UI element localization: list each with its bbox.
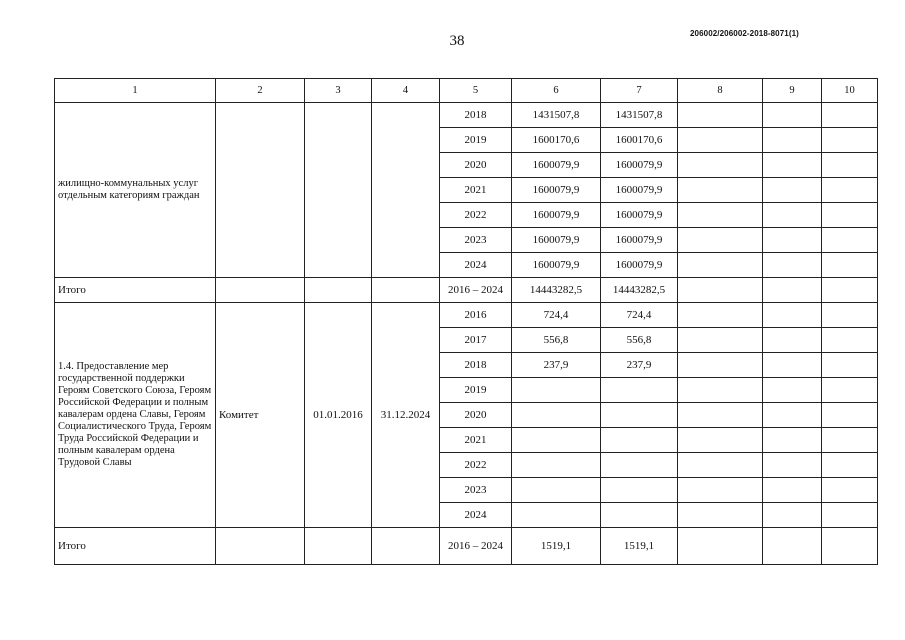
amount-cell [512, 428, 601, 453]
amount-cell [601, 378, 678, 403]
empty-cell [822, 253, 878, 278]
measure-description: 1.4. Предоставление мер государственной поддержки Героям Советского Союза, Героям Российской Федерации и полным кавалерам ордена Славы, Героям Социалистического Труда, Героям Труда Российской Федерации и полным кавалерам ордена Трудовой Славы [55, 303, 216, 528]
empty-cell [822, 378, 878, 403]
column-header: 8 [678, 79, 763, 103]
year-cell: 2023 [440, 228, 512, 253]
empty-cell [305, 528, 372, 565]
empty-cell [216, 528, 305, 565]
amount-cell [512, 378, 601, 403]
column-header: 4 [372, 79, 440, 103]
page-number: 38 [449, 33, 465, 49]
table-row [55, 103, 878, 128]
total-label: Итого [55, 278, 216, 303]
empty-cell [678, 403, 763, 428]
amount-cell: 1600079,9 [601, 253, 678, 278]
year-cell: 2020 [440, 153, 512, 178]
empty-cell [822, 478, 878, 503]
empty-cell [216, 278, 305, 303]
column-header: 5 [440, 79, 512, 103]
empty-cell [305, 278, 372, 303]
empty-cell [678, 128, 763, 153]
amount-cell: 1600170,6 [601, 128, 678, 153]
empty-cell [678, 428, 763, 453]
amount-cell [512, 453, 601, 478]
amount-cell: 1431507,8 [601, 103, 678, 128]
amount-cell: 1600079,9 [512, 228, 601, 253]
empty-cell [678, 228, 763, 253]
amount-cell [512, 478, 601, 503]
empty-cell [678, 103, 763, 128]
empty-cell [678, 278, 763, 303]
total-label: Итого [55, 528, 216, 565]
empty-cell [372, 528, 440, 565]
amount-cell: 1600170,6 [512, 128, 601, 153]
amount-cell [601, 428, 678, 453]
column-header: 10 [822, 79, 878, 103]
year-cell: 2021 [440, 178, 512, 203]
start-date-cell: 01.01.2016 [305, 303, 372, 528]
empty-cell [763, 503, 822, 528]
empty-cell [763, 378, 822, 403]
empty-cell [822, 503, 878, 528]
empty-cell [822, 528, 878, 565]
total-period: 2016 – 2024 [440, 528, 512, 565]
amount-cell: 1600079,9 [512, 178, 601, 203]
year-cell: 2019 [440, 128, 512, 153]
empty-cell [763, 303, 822, 328]
amount-cell [601, 453, 678, 478]
year-cell: 2022 [440, 203, 512, 228]
empty-cell [822, 128, 878, 153]
empty-cell [763, 353, 822, 378]
empty-cell [678, 328, 763, 353]
total-row [55, 278, 878, 303]
total-amount: 14443282,5 [512, 278, 601, 303]
empty-cell [822, 203, 878, 228]
column-header: 6 [512, 79, 601, 103]
end-date-cell: 31.12.2024 [372, 303, 440, 528]
empty-cell [372, 278, 440, 303]
amount-cell: 1600079,9 [601, 178, 678, 203]
year-cell: 2017 [440, 328, 512, 353]
column-header: 9 [763, 79, 822, 103]
year-cell: 2019 [440, 378, 512, 403]
empty-cell [822, 428, 878, 453]
empty-cell [763, 428, 822, 453]
amount-cell: 1600079,9 [512, 153, 601, 178]
start-date-cell [305, 103, 372, 278]
column-header: 3 [305, 79, 372, 103]
empty-cell [822, 303, 878, 328]
empty-cell [763, 153, 822, 178]
empty-cell [763, 178, 822, 203]
empty-cell [822, 178, 878, 203]
year-cell: 2018 [440, 353, 512, 378]
year-cell: 2018 [440, 103, 512, 128]
empty-cell [822, 228, 878, 253]
empty-cell [822, 103, 878, 128]
amount-cell [601, 403, 678, 428]
empty-cell [822, 453, 878, 478]
amount-cell [601, 478, 678, 503]
empty-cell [678, 478, 763, 503]
year-cell: 2022 [440, 453, 512, 478]
measure-description: жилищно-коммунальных услуг отдельным категориям граждан [55, 103, 216, 278]
amount-cell: 724,4 [601, 303, 678, 328]
empty-cell [678, 253, 763, 278]
empty-cell [763, 453, 822, 478]
empty-cell [763, 253, 822, 278]
document-code: 206002/206002-2018-8071(1) [690, 29, 799, 38]
amount-cell: 1600079,9 [601, 203, 678, 228]
empty-cell [678, 378, 763, 403]
empty-cell [763, 203, 822, 228]
empty-cell [822, 353, 878, 378]
column-number-row [55, 79, 878, 103]
empty-cell [822, 403, 878, 428]
column-header: 1 [55, 79, 216, 103]
empty-cell [678, 153, 763, 178]
amount-cell [512, 503, 601, 528]
total-amount: 14443282,5 [601, 278, 678, 303]
empty-cell [763, 228, 822, 253]
empty-cell [822, 328, 878, 353]
empty-cell [822, 278, 878, 303]
year-cell: 2021 [440, 428, 512, 453]
empty-cell [678, 528, 763, 565]
amount-cell: 1600079,9 [512, 253, 601, 278]
amount-cell: 237,9 [512, 353, 601, 378]
amount-cell: 1431507,8 [512, 103, 601, 128]
year-cell: 2024 [440, 503, 512, 528]
column-header: 7 [601, 79, 678, 103]
total-amount: 1519,1 [512, 528, 601, 565]
empty-cell [678, 353, 763, 378]
empty-cell [763, 528, 822, 565]
amount-cell [512, 403, 601, 428]
empty-cell [763, 103, 822, 128]
table-row [55, 303, 878, 328]
empty-cell [763, 278, 822, 303]
total-row [55, 528, 878, 565]
amount-cell: 724,4 [512, 303, 601, 328]
year-cell: 2016 [440, 303, 512, 328]
empty-cell [763, 328, 822, 353]
amount-cell: 1600079,9 [512, 203, 601, 228]
year-cell: 2024 [440, 253, 512, 278]
empty-cell [763, 403, 822, 428]
funding-table [54, 78, 878, 565]
year-cell: 2020 [440, 403, 512, 428]
column-header: 2 [216, 79, 305, 103]
empty-cell [763, 478, 822, 503]
empty-cell [678, 503, 763, 528]
amount-cell: 1600079,9 [601, 153, 678, 178]
empty-cell [678, 203, 763, 228]
empty-cell [678, 178, 763, 203]
amount-cell [601, 503, 678, 528]
amount-cell: 556,8 [512, 328, 601, 353]
empty-cell [678, 453, 763, 478]
amount-cell: 556,8 [601, 328, 678, 353]
end-date-cell [372, 103, 440, 278]
amount-cell: 237,9 [601, 353, 678, 378]
total-amount: 1519,1 [601, 528, 678, 565]
empty-cell [678, 303, 763, 328]
executor-cell [216, 103, 305, 278]
executor-cell: Комитет [216, 303, 305, 528]
empty-cell [763, 128, 822, 153]
year-cell: 2023 [440, 478, 512, 503]
amount-cell: 1600079,9 [601, 228, 678, 253]
total-period: 2016 – 2024 [440, 278, 512, 303]
empty-cell [822, 153, 878, 178]
